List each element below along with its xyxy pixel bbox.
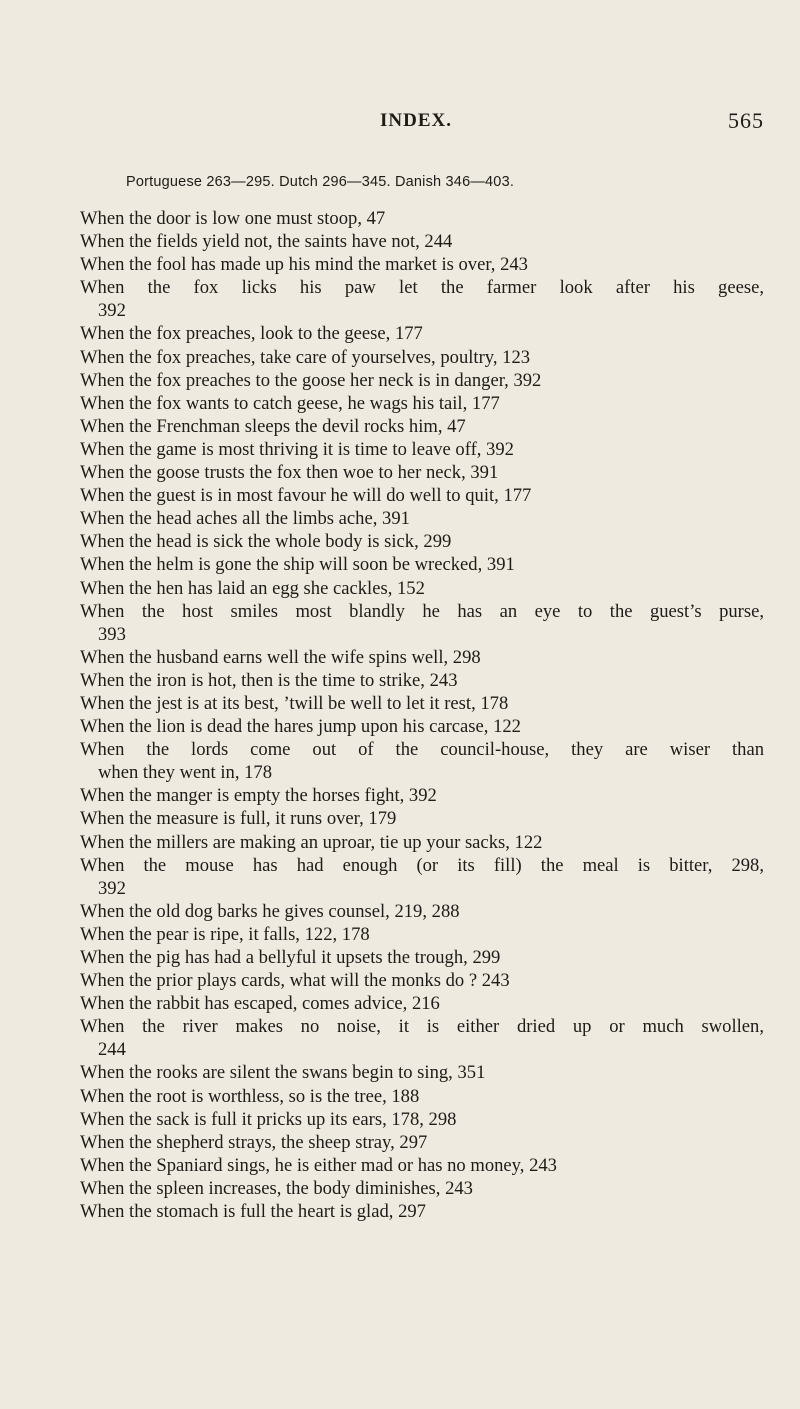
index-entry: [80, 1061, 764, 1084]
index-entry: [80, 784, 764, 807]
index-entry: [80, 461, 764, 484]
index-entry: [80, 369, 764, 392]
index-entry: [80, 900, 764, 923]
index-entry: [80, 807, 764, 830]
index-entry-text: When the game is most thriving it is time to leave off, 392: [80, 438, 514, 460]
index-entry: [80, 715, 764, 738]
index-entry: [80, 415, 764, 438]
page-header: [0, 108, 800, 144]
index-entry: [80, 831, 764, 854]
index-entry-text: When the manger is empty the horses fight, 392: [80, 785, 437, 807]
index-entry-text: When the iron is hot, then is the time to strike, 243: [80, 669, 458, 691]
index-entry-text: When the helm is gone the ship will soon be wrecked, 391: [80, 554, 515, 576]
index-entry-text: When the stomach is full the heart is glad, 297: [80, 1201, 426, 1223]
index-entry-continuation: 244: [98, 1039, 126, 1061]
section-subhead: Portuguese 263—295. Dutch 296—345. Danish 346—403.: [126, 174, 515, 190]
index-entry: [80, 438, 764, 461]
index-entry-text: When the millers are making an uproar, tie up your sacks, 122: [80, 831, 543, 853]
index-entry: [80, 646, 764, 669]
index-entry: [80, 1015, 764, 1061]
index-entry-continuation: 392: [98, 877, 126, 899]
index-entry: [80, 1131, 764, 1154]
index-entry: [80, 507, 764, 530]
index-entry-text: When the pig has had a bellyful it upsets the trough, 299: [80, 947, 501, 968]
index-entry-text: When the door is low one must stoop, 47: [80, 208, 386, 229]
index-entry: [80, 738, 764, 784]
index-entry: [80, 600, 764, 646]
index-entry-text: When the head aches all the limbs ache, 391: [80, 508, 410, 530]
index-entry: [80, 1154, 764, 1177]
index-entry: [80, 1085, 764, 1108]
index-entry-text: When the river makes no noise, it is either dried up or much swollen,: [80, 1016, 764, 1038]
index-entry: [80, 322, 764, 345]
index-entry: [80, 577, 764, 600]
index-entry: [80, 484, 764, 507]
page-number: 565: [728, 108, 764, 133]
index-entry: [80, 253, 764, 276]
index-entry-text: When the spleen increases, the body diminishes, 243: [80, 1177, 473, 1199]
index-entry: [80, 346, 764, 369]
index-entry-text: When the fields yield not, the saints have not, 244: [80, 231, 453, 253]
index-entry: [80, 553, 764, 576]
index-entry-text: When the fox preaches, look to the geese, 177: [80, 323, 423, 345]
index-entry: [80, 692, 764, 715]
index-entry: [80, 230, 764, 253]
index-entry-text: When the pear is ripe, it falls, 122, 178: [80, 923, 370, 945]
index-entry-text: When the lords come out of the council-house, they are wiser than: [80, 739, 764, 761]
index-entry-text: When the fox licks his paw let the farmer look after his geese,: [80, 277, 764, 299]
index-entry: [80, 669, 764, 692]
index-entry: [80, 992, 764, 1015]
index-entry-text: When the Frenchman sleeps the devil rocks him, 47: [80, 415, 466, 437]
index-entry-text: When the shepherd strays, the sheep stray, 297: [80, 1131, 428, 1153]
index-entry-text: When the husband earns well the wife spins well, 298: [80, 646, 481, 668]
index-entry-text: When the hen has laid an egg she cackles, 152: [80, 577, 425, 599]
running-head: INDEX.: [380, 110, 452, 131]
index-entry-text: When the fox preaches, take care of yourselves, poultry, 123: [80, 346, 531, 368]
index-entry-text: When the measure is full, it runs over, 179: [80, 808, 397, 830]
index-entry-list: [80, 207, 764, 1223]
index-entry: [80, 276, 764, 322]
index-entry: [80, 969, 764, 992]
index-entry-text: When the sack is full it pricks up its ears, 178, 298: [80, 1108, 457, 1130]
index-entry-text: When the head is sick the whole body is sick, 299: [80, 531, 452, 553]
index-entry-text: When the jest is at its best, ’twill be well to let it rest, 178: [80, 692, 509, 714]
index-entry: [80, 530, 764, 553]
index-entry-text: When the Spaniard sings, he is either mad or has no money, 243: [80, 1154, 557, 1176]
index-entry-text: When the rabbit has escaped, comes advice, 216: [80, 993, 440, 1015]
index-entry-text: When the fox wants to catch geese, he wags his tail, 177: [80, 392, 500, 414]
index-entry: [80, 946, 764, 969]
index-entry: [80, 854, 764, 900]
index-entry-continuation: when they went in, 178: [98, 762, 273, 784]
index-entry-text: When the fox preaches to the goose her neck is in danger, 392: [80, 369, 542, 391]
index-entry-text: When the rooks are silent the swans begin to sing, 351: [80, 1062, 486, 1084]
index-entry-text: When the guest is in most favour he will do well to quit, 177: [80, 485, 532, 507]
index-entry: [80, 1177, 764, 1200]
index-entry-text: When the host smiles most blandly he has an eye to the guest’s purse,: [80, 600, 764, 622]
index-entry-text: When the old dog barks he gives counsel, 219, 288: [80, 900, 460, 922]
index-entry: [80, 392, 764, 415]
index-entry: [80, 1200, 764, 1223]
index-entry-text: When the prior plays cards, what will the monks do ? 243: [80, 970, 510, 992]
index-entry-text: When the mouse has had enough (or its fill) the meal is bitter, 298,: [80, 854, 764, 876]
index-entry-text: When the goose trusts the fox then woe to her neck, 391: [80, 462, 499, 484]
index-entry-continuation: 393: [98, 623, 126, 645]
index-entry-continuation: 392: [98, 300, 126, 322]
index-entry: [80, 1108, 764, 1131]
index-entry: [80, 207, 764, 230]
index-entry-text: When the lion is dead the hares jump upon his carcase, 122: [80, 716, 521, 738]
index-entry-text: When the root is worthless, so is the tree, 188: [80, 1085, 420, 1107]
index-entry-text: When the fool has made up his mind the market is over, 243: [80, 254, 528, 276]
index-entry: [80, 923, 764, 946]
